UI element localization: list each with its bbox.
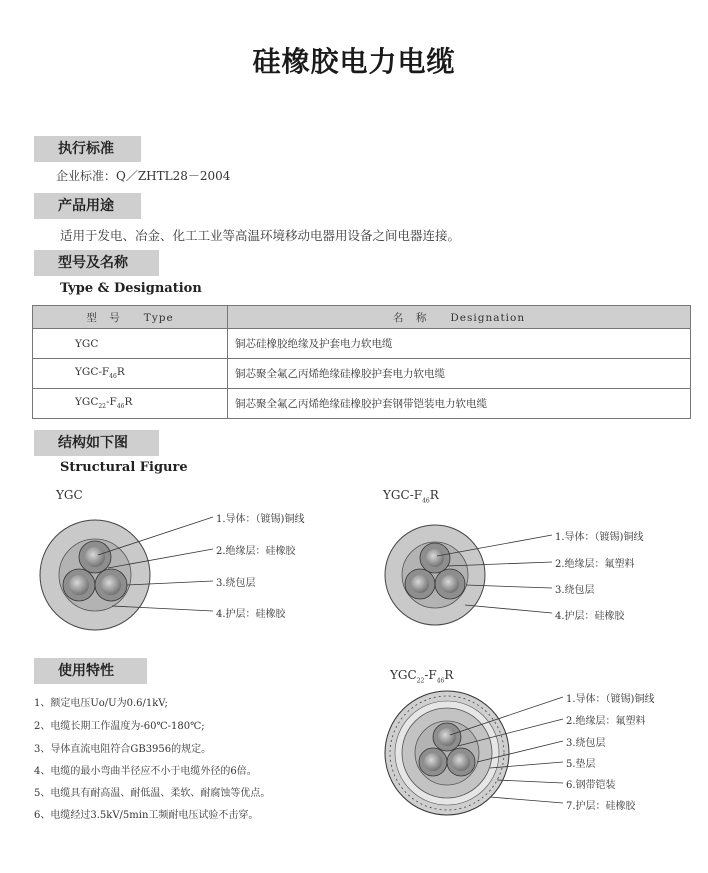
model-code: YGC — [390, 668, 417, 682]
feature-item: 6、电缆经过3.5kV/5min工频耐电压试验不击穿。 — [34, 810, 259, 821]
fig2-leader-line — [465, 605, 552, 613]
table-cell-name: 铜芯硅橡胶绝缘及护套电力软电缆 — [228, 329, 691, 359]
fig2-cable-drawing — [385, 525, 552, 625]
model-code: YGC-F — [383, 488, 423, 502]
fig2-conductor — [411, 575, 429, 593]
page-title: 硅橡胶电力电缆 — [252, 45, 456, 78]
fig1-label: 4.护层：硅橡胶 — [216, 609, 286, 620]
fig3-conductor — [424, 753, 442, 771]
fig2-label: 4.护层：硅橡胶 — [555, 611, 625, 622]
model-suffix: R — [444, 668, 454, 682]
table-cell-name: 铜芯聚全氟乙丙烯绝缘硅橡胶护套钢带铠装电力软电缆 — [228, 389, 691, 419]
fig1-conductor — [85, 547, 105, 567]
section-heading-usage: 产品用途 — [34, 193, 141, 219]
model-subscript: 46 — [436, 677, 445, 685]
fig1-conductor — [101, 575, 121, 595]
standard-text: 企业标准：Q／ZHTL28－2004 — [56, 169, 231, 183]
model-code: YGC — [75, 337, 99, 350]
section-heading-features: 使用特性 — [34, 658, 147, 684]
fig1-conductor — [69, 575, 89, 595]
structure-en-heading: Structural Figure — [60, 460, 188, 475]
model-subscript: 46 — [116, 403, 125, 411]
model-suffix: R — [429, 488, 439, 502]
model-subscript: 46 — [422, 497, 430, 505]
fig3-conductor — [452, 753, 470, 771]
table-cell-name: 铜芯聚全氟乙丙烯绝缘硅橡胶护套电力软电缆 — [228, 359, 691, 389]
fig3-label: 7.护层：硅橡胶 — [566, 801, 636, 812]
fig1-cable-drawing — [40, 517, 213, 630]
feature-item: 1、额定电压Uo/U为0.6/1kV; — [34, 698, 168, 709]
model-code: YGC-F — [75, 366, 110, 379]
fig3-label: 1.导体：（镀锡)铜线 — [566, 694, 655, 705]
fig2-conductor — [441, 575, 459, 593]
model-mid: -F — [424, 668, 437, 682]
fig1-model: YGC — [56, 488, 83, 502]
model-subscript: 22 — [98, 403, 106, 411]
fig3-label: 3.绕包层 — [566, 738, 606, 749]
model-suffix: R — [116, 366, 125, 379]
feature-item: 3、导体直流电阻符合GB3956的规定。 — [34, 744, 212, 755]
fig1-label: 2.绝缘层：硅橡胶 — [216, 546, 296, 557]
fig2-label: 1.导体：（镀锡)铜线 — [555, 532, 644, 543]
feature-item: 5、电缆具有耐高温、耐低温、柔软、耐腐蚀等优点。 — [34, 788, 271, 799]
table-header-name: 名 称 Designation — [228, 306, 691, 329]
section-heading-standard: 执行标准 — [34, 136, 141, 162]
fig3-leader-line — [497, 780, 563, 783]
fig2-label: 3.绕包层 — [555, 585, 595, 596]
section-heading-types: 型号及名称 — [34, 250, 159, 276]
fig3-label: 2.绝缘层：氟塑料 — [566, 716, 646, 727]
feature-item: 4、电缆的最小弯曲半径应不小于电缆外径的6倍。 — [34, 766, 257, 777]
fig1-label: 3.绕包层 — [216, 578, 256, 589]
fig2-conductor — [426, 549, 444, 567]
fig3-cable-drawing — [385, 691, 563, 815]
model-subscript: 46 — [109, 373, 117, 381]
section-heading-structure: 结构如下图 — [34, 430, 159, 456]
table-header-model: 型 号 Type — [33, 306, 228, 329]
types-en-heading: Type & Designation — [60, 281, 202, 296]
model-suffix: R — [124, 396, 133, 409]
model-mid: -F — [106, 396, 117, 409]
fig3-label: 6.钢带铠装 — [566, 780, 616, 791]
fig2-label: 2.绝缘层：氟塑料 — [555, 559, 635, 570]
feature-item: 2、电缆长期工作温度为-60℃-180℃; — [34, 721, 205, 732]
usage-text: 适用于发电、冶金、化工工业等高温环境移动电器用设备之间电器连接。 — [60, 228, 461, 243]
model-code: YGC — [75, 396, 99, 409]
fig3-conductor — [438, 728, 456, 746]
fig3-label: 5.垫层 — [566, 759, 596, 770]
fig3-leader-line — [490, 797, 563, 803]
fig1-label: 1.导体：（镀锡)铜线 — [216, 514, 305, 525]
model-subscript: 22 — [416, 677, 425, 685]
